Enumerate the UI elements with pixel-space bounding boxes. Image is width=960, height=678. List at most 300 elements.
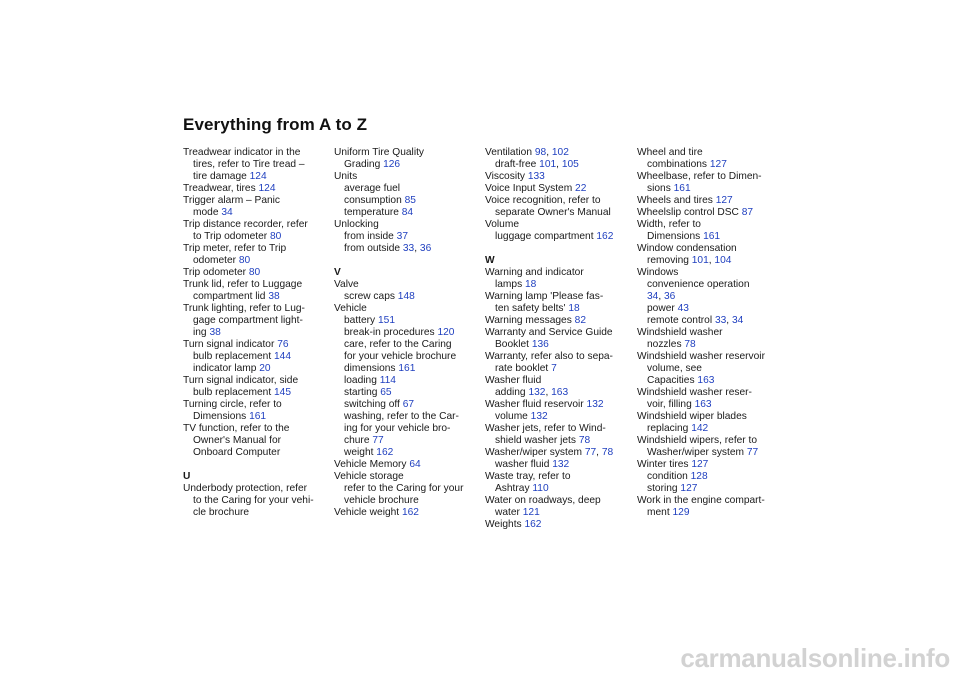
watermark: carmanualsonline.info [680, 643, 950, 673]
index-subentry [485, 207, 627, 219]
index-subentry [637, 303, 779, 315]
index-entry [183, 195, 325, 207]
page-link[interactable]: 36 [419, 243, 432, 254]
index-subentry [637, 339, 779, 351]
page-link[interactable]: 114 [379, 375, 396, 386]
page-link[interactable]: 76 [277, 339, 289, 350]
index-subentry [637, 291, 779, 303]
index-entry [485, 519, 627, 531]
page-link[interactable]: 148 [397, 291, 415, 302]
page-link[interactable]: 163 [697, 375, 715, 386]
page-link[interactable]: 129 [672, 507, 690, 518]
index-subentry [637, 483, 779, 495]
index-subentry [334, 495, 476, 507]
page-link[interactable]: 37 [396, 231, 408, 242]
entry-text: Wheelslip control DSC [637, 207, 742, 218]
page-link[interactable]: 127 [715, 195, 733, 206]
index-subentry [334, 243, 476, 255]
entry-text: volume [495, 411, 531, 422]
index-entry [637, 411, 779, 423]
index-entry [485, 495, 627, 507]
entry-text: bulb replacement [193, 351, 274, 362]
entry-text: average fuel [344, 183, 401, 194]
page-link[interactable]: 162 [524, 519, 542, 530]
index-subentry [637, 375, 779, 387]
index-entry [183, 303, 325, 315]
page-link[interactable]: 127 [691, 459, 709, 470]
index-subentry [485, 459, 627, 471]
index-entry [485, 423, 627, 435]
index-subentry [183, 315, 325, 327]
index-subentry [183, 507, 325, 519]
entry-text: Wheel and tire [637, 147, 703, 158]
index-subentry [637, 447, 779, 459]
page-link[interactable]: 101 [691, 255, 709, 266]
entry-text: Vehicle storage [334, 471, 404, 482]
page-link[interactable]: 161 [673, 183, 691, 194]
entry-text: break-in procedures [344, 327, 438, 338]
index-entry [637, 459, 779, 471]
index-subentry [637, 279, 779, 291]
page-separator: , [596, 447, 602, 458]
entry-text: Grading [344, 159, 384, 170]
page-link[interactable]: 145 [273, 387, 291, 398]
entry-text: ment [647, 507, 673, 518]
index-entry [637, 267, 779, 279]
index-subentry [183, 387, 325, 399]
entry-text: Warranty, refer also to sepa- [485, 351, 613, 362]
index-subentry [183, 351, 325, 363]
section-gap [183, 459, 325, 471]
page-link[interactable]: 110 [532, 483, 549, 494]
entry-text: Wheelbase, refer to Dimen- [637, 171, 762, 182]
page-separator: , [546, 147, 552, 158]
section-letter [334, 267, 476, 279]
index-entry [637, 495, 779, 507]
page-link[interactable]: 33 [714, 315, 727, 326]
entry-text: shield washer jets [495, 435, 579, 446]
page-separator: , [708, 255, 715, 266]
page-link[interactable]: 133 [527, 171, 545, 182]
index-subentry [637, 423, 779, 435]
index-subentry [485, 159, 627, 171]
entry-text: Width, refer to [637, 219, 701, 230]
page-link[interactable]: 132 [552, 459, 570, 470]
entry-text: Weights [485, 519, 525, 530]
index-subentry [183, 363, 325, 375]
index-subentry [183, 255, 325, 267]
entry-text: compartment lid [193, 291, 269, 302]
page-separator: , [414, 243, 420, 254]
index-subentry [485, 363, 627, 375]
page-link[interactable]: 162 [596, 231, 614, 242]
entry-text: condition [647, 471, 691, 482]
page-link[interactable]: 80 [238, 255, 251, 266]
index-entry [485, 267, 627, 279]
entry-text: rate booklet [495, 363, 552, 374]
index-subentry [334, 399, 476, 411]
entry-text: combinations [647, 159, 710, 170]
index-entry [637, 387, 779, 399]
page-link[interactable]: 77 [746, 447, 759, 458]
index-entry [334, 219, 476, 231]
entry-text: ing for your vehicle bro- [344, 423, 451, 434]
index-entry [183, 147, 325, 159]
entry-text: from outside [344, 243, 403, 254]
entry-text: Trip distance recorder, refer [183, 219, 308, 230]
entry-text: remote control [647, 315, 715, 326]
index-entry [183, 399, 325, 411]
page-link[interactable]: 161 [703, 231, 721, 242]
page-link[interactable]: 162 [376, 447, 394, 458]
page-link[interactable]: 85 [404, 195, 416, 206]
page-link[interactable]: 20 [259, 363, 271, 374]
entry-text: Warranty and Service Guide [485, 327, 613, 338]
page-link[interactable]: 132 [586, 399, 604, 410]
entry-text: refer to the Caring for your [344, 483, 464, 494]
page-link[interactable]: 33 [402, 243, 415, 254]
index-subentry [485, 231, 627, 243]
entry-text: Ashtray [495, 483, 533, 494]
entry-text: Work in the engine compart- [637, 495, 765, 506]
entry-text: power [647, 303, 678, 314]
index-subentry [485, 411, 627, 423]
index-column-4 [637, 147, 779, 519]
page-link[interactable]: 78 [601, 447, 614, 458]
entry-text: tire damage [193, 171, 250, 182]
entry-text: nozzles [647, 339, 685, 350]
index-subentry [637, 231, 779, 243]
page-link[interactable]: 162 [401, 507, 419, 518]
index-entry [183, 219, 325, 231]
entry-text: Windshield washer [637, 327, 723, 338]
page-link[interactable]: 102 [551, 147, 569, 158]
entry-text: odometer [193, 255, 239, 266]
index-entry [637, 351, 779, 363]
page-link[interactable]: 77 [584, 447, 597, 458]
entry-text: Turn signal indicator, side [183, 375, 299, 386]
page-link[interactable]: 161 [398, 363, 416, 374]
page-link[interactable]: 151 [377, 315, 395, 326]
entry-text: battery [344, 315, 378, 326]
entry-text: Washer jets, refer to Wind- [485, 423, 606, 434]
entry-text: tires, refer to Tire tread – [193, 159, 305, 170]
entry-text: Windshield washer reservoir [637, 351, 765, 362]
index-subentry [183, 411, 325, 423]
index-entry [637, 435, 779, 447]
entry-text: Washer/wiper system [647, 447, 747, 458]
index-subentry [334, 327, 476, 339]
entry-text: ing [193, 327, 210, 338]
entry-text: W [485, 255, 495, 266]
index-entry [485, 471, 627, 483]
section-gap [485, 243, 627, 255]
entry-text: storing [647, 483, 681, 494]
page-link[interactable]: 36 [664, 291, 676, 302]
index-entry [637, 219, 779, 231]
entry-text: consumption [344, 195, 405, 206]
index-subentry [334, 435, 476, 447]
entry-text: from inside [344, 231, 397, 242]
entry-text: Washer fluid reservoir [485, 399, 587, 410]
entry-text: Viscosity [485, 171, 528, 182]
section-gap [334, 255, 476, 267]
page-link[interactable]: 38 [209, 327, 221, 338]
page-link[interactable]: 127 [709, 159, 727, 170]
page-link[interactable]: 64 [409, 459, 421, 470]
entry-text: mode [193, 207, 222, 218]
index-subentry [334, 231, 476, 243]
index-subentry [485, 279, 627, 291]
entry-text: weight [344, 447, 377, 458]
index-entry [183, 483, 325, 495]
page-link[interactable]: 144 [273, 351, 291, 362]
index-subentry [183, 327, 325, 339]
index-subentry [334, 411, 476, 423]
entry-text: bulb replacement [193, 387, 274, 398]
index-entry [334, 507, 476, 519]
page-link[interactable]: 101 [539, 159, 557, 170]
page-link[interactable]: 98 [534, 147, 547, 158]
index-subentry [637, 183, 779, 195]
index-entry [637, 171, 779, 183]
page-link[interactable]: 80 [248, 267, 261, 278]
entry-text: Onboard Computer [193, 447, 281, 458]
index-subentry [183, 495, 325, 507]
entry-text: starting [344, 387, 381, 398]
page-link[interactable]: 124 [258, 183, 276, 194]
index-subentry [183, 447, 325, 459]
index-subentry [637, 399, 779, 411]
page-link[interactable]: 7 [551, 363, 557, 374]
index-subentry [637, 507, 779, 519]
entry-text: Voice Input System [485, 183, 576, 194]
page-link[interactable]: 132 [528, 387, 546, 398]
entry-text: Uniform Tire Quality [334, 147, 425, 158]
entry-text: Dimensions [193, 411, 250, 422]
index-entry [334, 303, 476, 315]
entry-text: Trip meter, refer to Trip [183, 243, 287, 254]
entry-text: temperature [344, 207, 402, 218]
page-link[interactable]: 82 [574, 315, 586, 326]
page-link[interactable]: 22 [575, 183, 587, 194]
index-subentry [334, 351, 476, 363]
entry-text: water [495, 507, 523, 518]
page-link[interactable]: 78 [578, 435, 591, 446]
entry-text: Vehicle [334, 303, 367, 314]
entry-text: luggage compartment [495, 231, 597, 242]
section-letter [485, 255, 627, 267]
entry-text: lamps [495, 279, 526, 290]
entry-text: voir, filling [647, 399, 695, 410]
entry-text: Units [334, 171, 358, 182]
entry-text: draft-free [495, 159, 540, 170]
index-subentry [485, 435, 627, 447]
index-subentry [334, 447, 476, 459]
entry-text: to the Caring for your vehi- [193, 495, 314, 506]
index-subentry [334, 375, 476, 387]
index-subentry [334, 363, 476, 375]
index-column-1 [183, 147, 325, 519]
index-entry [485, 195, 627, 207]
entry-text: dimensions [344, 363, 399, 374]
page-link[interactable]: 132 [530, 411, 548, 422]
index-subentry [485, 303, 627, 315]
page-link[interactable]: 67 [402, 399, 415, 410]
index-subentry [183, 435, 325, 447]
page-link[interactable]: 128 [690, 471, 708, 482]
index-entry [183, 375, 325, 387]
index-entry [183, 279, 325, 291]
index-subentry [183, 291, 325, 303]
index-subentry [485, 507, 627, 519]
entry-text: cle brochure [193, 507, 250, 518]
index-subentry [334, 387, 476, 399]
index-column-3 [485, 147, 627, 531]
entry-text: switching off [344, 399, 403, 410]
page-link[interactable]: 65 [380, 387, 392, 398]
entry-text: V [334, 267, 341, 278]
entry-text: to Trip odometer [193, 231, 271, 242]
entry-text: Trigger alarm – Panic [183, 195, 281, 206]
entry-text: Unlocking [334, 219, 379, 230]
index-entry [183, 339, 325, 351]
entry-text: U [183, 471, 191, 482]
page-link[interactable]: 18 [568, 303, 580, 314]
entry-text: Water on roadways, deep [485, 495, 601, 506]
page-link[interactable]: 43 [677, 303, 689, 314]
index-subentry [334, 339, 476, 351]
entry-text: Windshield wiper blades [637, 411, 747, 422]
entry-text: volume, see [647, 363, 702, 374]
entry-text: Trip odometer [183, 267, 249, 278]
entry-text: Window condensation [637, 243, 737, 254]
page-link[interactable]: 120 [437, 327, 455, 338]
entry-text: Turning circle, refer to [183, 399, 282, 410]
entry-text: Warning lamp 'Please fas- [485, 291, 604, 302]
entry-text: Windshield washer reser- [637, 387, 752, 398]
index-subentry [637, 363, 779, 375]
entry-text: ten safety belts' [495, 303, 569, 314]
page-link[interactable]: 18 [525, 279, 537, 290]
index-entry [485, 399, 627, 411]
page-link[interactable]: 78 [684, 339, 696, 350]
entry-text: separate Owner's Manual [495, 207, 611, 218]
entry-text: Vehicle Memory [334, 459, 410, 470]
index-entry [485, 351, 627, 363]
page-link[interactable]: 77 [372, 435, 384, 446]
entry-text: care, refer to the Caring [344, 339, 452, 350]
page-separator: , [545, 387, 552, 398]
page-link[interactable]: 142 [691, 423, 709, 434]
entry-text: Washer fluid [485, 375, 542, 386]
entry-text: chure [344, 435, 373, 446]
index-entry [637, 243, 779, 255]
index-entry [334, 459, 476, 471]
entry-text: removing [647, 255, 692, 266]
entry-text: Trunk lid, refer to Luggage [183, 279, 303, 290]
page-link[interactable]: 126 [383, 159, 401, 170]
index-entry [485, 171, 627, 183]
index-entry [485, 219, 627, 231]
entry-text: Capacities [647, 375, 698, 386]
entry-text: TV function, refer to the [183, 423, 290, 434]
section-letter [183, 471, 325, 483]
page-link[interactable]: 104 [714, 255, 732, 266]
entry-text: Treadwear indicator in the [183, 147, 301, 158]
page-link[interactable]: 34 [647, 291, 659, 302]
page-link[interactable]: 34 [731, 315, 744, 326]
index-subentry [334, 315, 476, 327]
index-entry [334, 471, 476, 483]
index-column-2 [334, 147, 476, 519]
entry-text: Volume [485, 219, 519, 230]
entry-text: screw caps [344, 291, 398, 302]
page-separator: , [556, 159, 562, 170]
entry-text: Windshield wipers, refer to [637, 435, 758, 446]
page-separator: , [726, 315, 732, 326]
index-subentry [334, 423, 476, 435]
entry-text: Valve [334, 279, 359, 290]
page-link[interactable]: 38 [268, 291, 280, 302]
page-separator: , [658, 291, 665, 302]
index-entry [485, 447, 627, 459]
entry-text: gage compartment light- [193, 315, 303, 326]
page-link[interactable]: 163 [551, 387, 569, 398]
page-link[interactable]: 121 [522, 507, 540, 518]
index-entry [485, 291, 627, 303]
index-entry [637, 147, 779, 159]
index-subentry [334, 291, 476, 303]
entry-text: Turn signal indicator [183, 339, 278, 350]
entry-text: indicator lamp [193, 363, 260, 374]
entry-text: Warning and indicator [485, 267, 584, 278]
index-subentry [183, 171, 325, 183]
page-link[interactable]: 34 [221, 207, 233, 218]
index-entry [183, 183, 325, 195]
entry-text: Owner's Manual for [193, 435, 282, 446]
entry-text: replacing [647, 423, 692, 434]
page-link[interactable]: 124 [249, 171, 267, 182]
index-entry [485, 327, 627, 339]
page-link[interactable]: 127 [680, 483, 698, 494]
page-link[interactable]: 105 [561, 159, 579, 170]
index-entry [637, 195, 779, 207]
index-entry [183, 423, 325, 435]
entry-text: loading [344, 375, 380, 386]
index-subentry [334, 483, 476, 495]
page-link[interactable]: 84 [401, 207, 414, 218]
index-subentry [183, 207, 325, 219]
entry-text: Booklet [495, 339, 532, 350]
index-entry [334, 147, 476, 159]
entry-text: vehicle brochure [344, 495, 419, 506]
entry-text: Windows [637, 267, 679, 278]
index-subentry [485, 483, 627, 495]
page-link[interactable]: 80 [270, 231, 282, 242]
entry-text: Waste tray, refer to [485, 471, 571, 482]
page-link[interactable]: 136 [531, 339, 549, 350]
index-subentry [334, 195, 476, 207]
page-link[interactable]: 163 [694, 399, 712, 410]
entry-text: washer fluid [495, 459, 553, 470]
index-subentry [334, 207, 476, 219]
index-subentry [485, 387, 627, 399]
index-entry [485, 375, 627, 387]
page-link[interactable]: 87 [741, 207, 754, 218]
index-entry [485, 147, 627, 159]
page-link[interactable]: 161 [249, 411, 267, 422]
